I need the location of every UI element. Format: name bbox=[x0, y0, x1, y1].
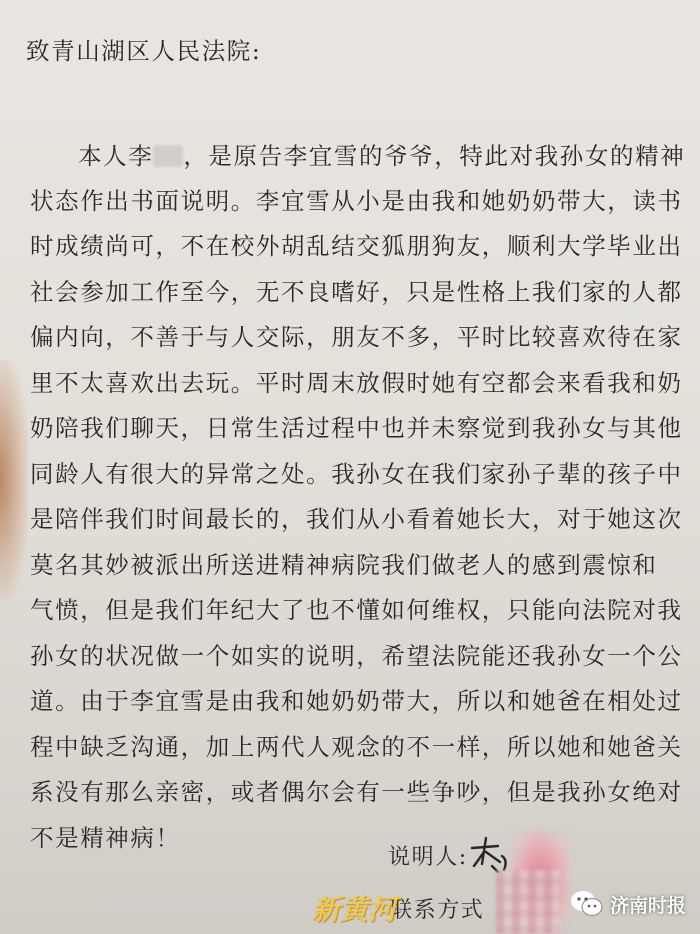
signer-label: 说明人: bbox=[388, 845, 468, 870]
letter-line-3: 时成绩尚可，不在校外胡乱结交狐朋狗友，顺利大学毕业出 bbox=[30, 232, 683, 260]
letter-line-6: 里不太喜欢出去玩。平时周末放假时她有空都会来看我和奶 bbox=[30, 369, 683, 397]
jinan-times-watermark bbox=[570, 885, 686, 923]
letter-line-12: 孙女的状况做一个如实的说明，希望法院能还我孙女一个公 bbox=[30, 642, 683, 670]
letter-line-8: 同龄人有很大的异常之处。我孙女在我们家孙子辈的孩子中 bbox=[30, 460, 683, 488]
letter-line-7: 奶陪我们聊天，日常生活过程中也并未察觉到我孙女与其他 bbox=[30, 414, 683, 442]
letter-line-5: 偏内向，不善于与人交际，朋友不多，平时比较喜欢待在家 bbox=[30, 323, 683, 351]
letter-line-15: 系没有那么亲密，或者偶尔会有一些争吵，但是我孙女绝对 bbox=[30, 778, 683, 806]
letter-line-1-start: 本人李 bbox=[78, 142, 154, 170]
letter-line-4: 社会参加工作至今，无不良嗜好，只是性格上我们家的人都 bbox=[30, 278, 683, 306]
letter-line-2: 状态作出书面说明。李宜雪从小是由我和她奶奶带大，读书 bbox=[30, 187, 683, 215]
letter-line-11: 气愤，但是我们年纪大了也不懂如何维权，只能向法院对我 bbox=[30, 596, 683, 624]
letter-line-1 bbox=[78, 137, 685, 171]
letter-line-1-end: ，是原告李宜雪的爷爷，特此对我孙女的精神 bbox=[183, 142, 686, 170]
letter-line-13: 道。由于李宜雪是由我和她奶奶带大，所以和她爸在相处过 bbox=[30, 687, 683, 715]
salutation: 致青山湖区人民法院: bbox=[26, 37, 262, 65]
letter-line-14: 程中缺乏沟通，加上两代人观念的不一样，所以她和她爸关 bbox=[30, 733, 683, 761]
redacted-name bbox=[153, 145, 183, 167]
pixelated-redaction bbox=[496, 870, 560, 934]
watermark-right-label: 济南时报 bbox=[610, 894, 687, 917]
letter-line-16: 不是精神病！ bbox=[30, 824, 181, 852]
letter-line-10: 莫名其妙被派出所送进精神病院我们做老人的感到震惊和 bbox=[30, 551, 658, 579]
finger-shadow bbox=[0, 360, 28, 600]
contact-label: 联系方式 bbox=[390, 898, 485, 923]
xinhuanghe-watermark: 新黄河 bbox=[312, 893, 397, 926]
letter-line-9: 是陪伴我们时间最长的，我们从小看着她长大，对于她这次 bbox=[30, 505, 683, 533]
wechat-icon bbox=[570, 889, 604, 919]
